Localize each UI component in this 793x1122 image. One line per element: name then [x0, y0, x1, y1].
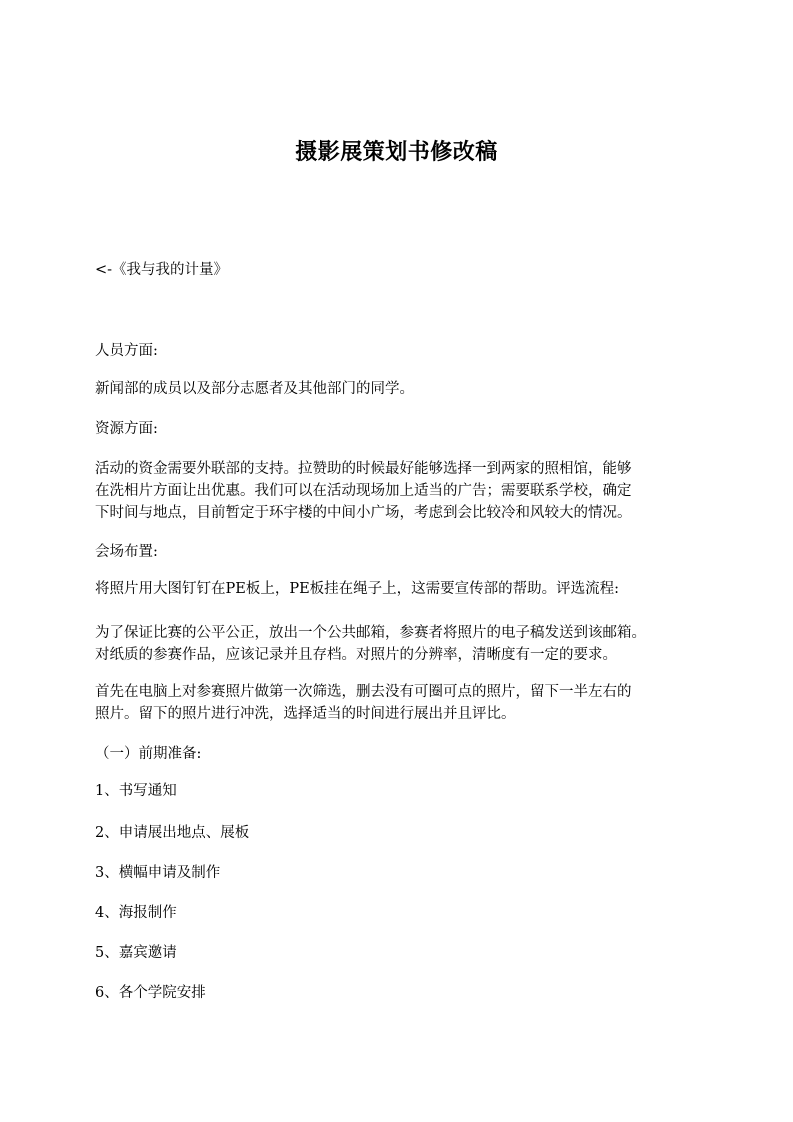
screening-paragraph [95, 681, 705, 725]
prep-item: 4、海报制作 [95, 905, 177, 921]
personnel-text: 新闻部的成员以及部分志愿者及其他部门的同学。 [95, 381, 414, 397]
venue-text: 将照片用大图钉钉在PE板上，PE板挂在绳子上，这需要宣传部的帮助。评选流程: [95, 581, 620, 597]
prep-item: 2、申请展出地点、展板 [95, 825, 250, 841]
resources-paragraph [95, 458, 705, 524]
document-title: 摄影展策划书修改稿 [295, 140, 498, 165]
resources-line: 活动的资金需要外联部的支持。拉赞助的时候最好能够选择一到两家的照相馆，能够 [95, 461, 632, 477]
fairness-paragraph [95, 622, 705, 666]
prep-heading: （一）前期准备: [95, 746, 202, 762]
screening-line: 照片。留下的照片进行冲洗，选择适当的时间进行展出并且评比。 [95, 706, 516, 722]
prep-item: 3、横幅申请及制作 [95, 865, 221, 881]
resources-heading: 资源方面: [95, 421, 158, 437]
prep-item: 5、嘉宾邀请 [95, 945, 177, 961]
fairness-line: 为了保证比赛的公平公正，放出一个公共邮箱，参赛者将照片的电子稿发送到该邮箱。 [95, 625, 646, 641]
fairness-line: 对纸质的参赛作品，应该记录并且存档。对照片的分辨率，清晰度有一定的要求。 [95, 647, 617, 663]
personnel-heading: 人员方面: [95, 343, 158, 359]
resources-line: 下时间与地点，目前暂定于环宇楼的中间小广场，考虑到会比较冷和风较大的情况。 [95, 505, 632, 521]
subtitle-link[interactable]: <-《我与我的计量》 [95, 262, 229, 278]
screening-line: 首先在电脑上对参赛照片做第一次筛选，删去没有可圈可点的照片，留下一半左右的 [95, 684, 632, 700]
venue-heading: 会场布置: [95, 544, 158, 560]
prep-item: 1、书写通知 [95, 783, 177, 799]
resources-line: 在洗相片方面让出优惠。我们可以在活动现场加上适当的广告；需要联系学校，确定 [95, 483, 632, 499]
prep-item: 6、各个学院安排 [95, 985, 206, 1001]
